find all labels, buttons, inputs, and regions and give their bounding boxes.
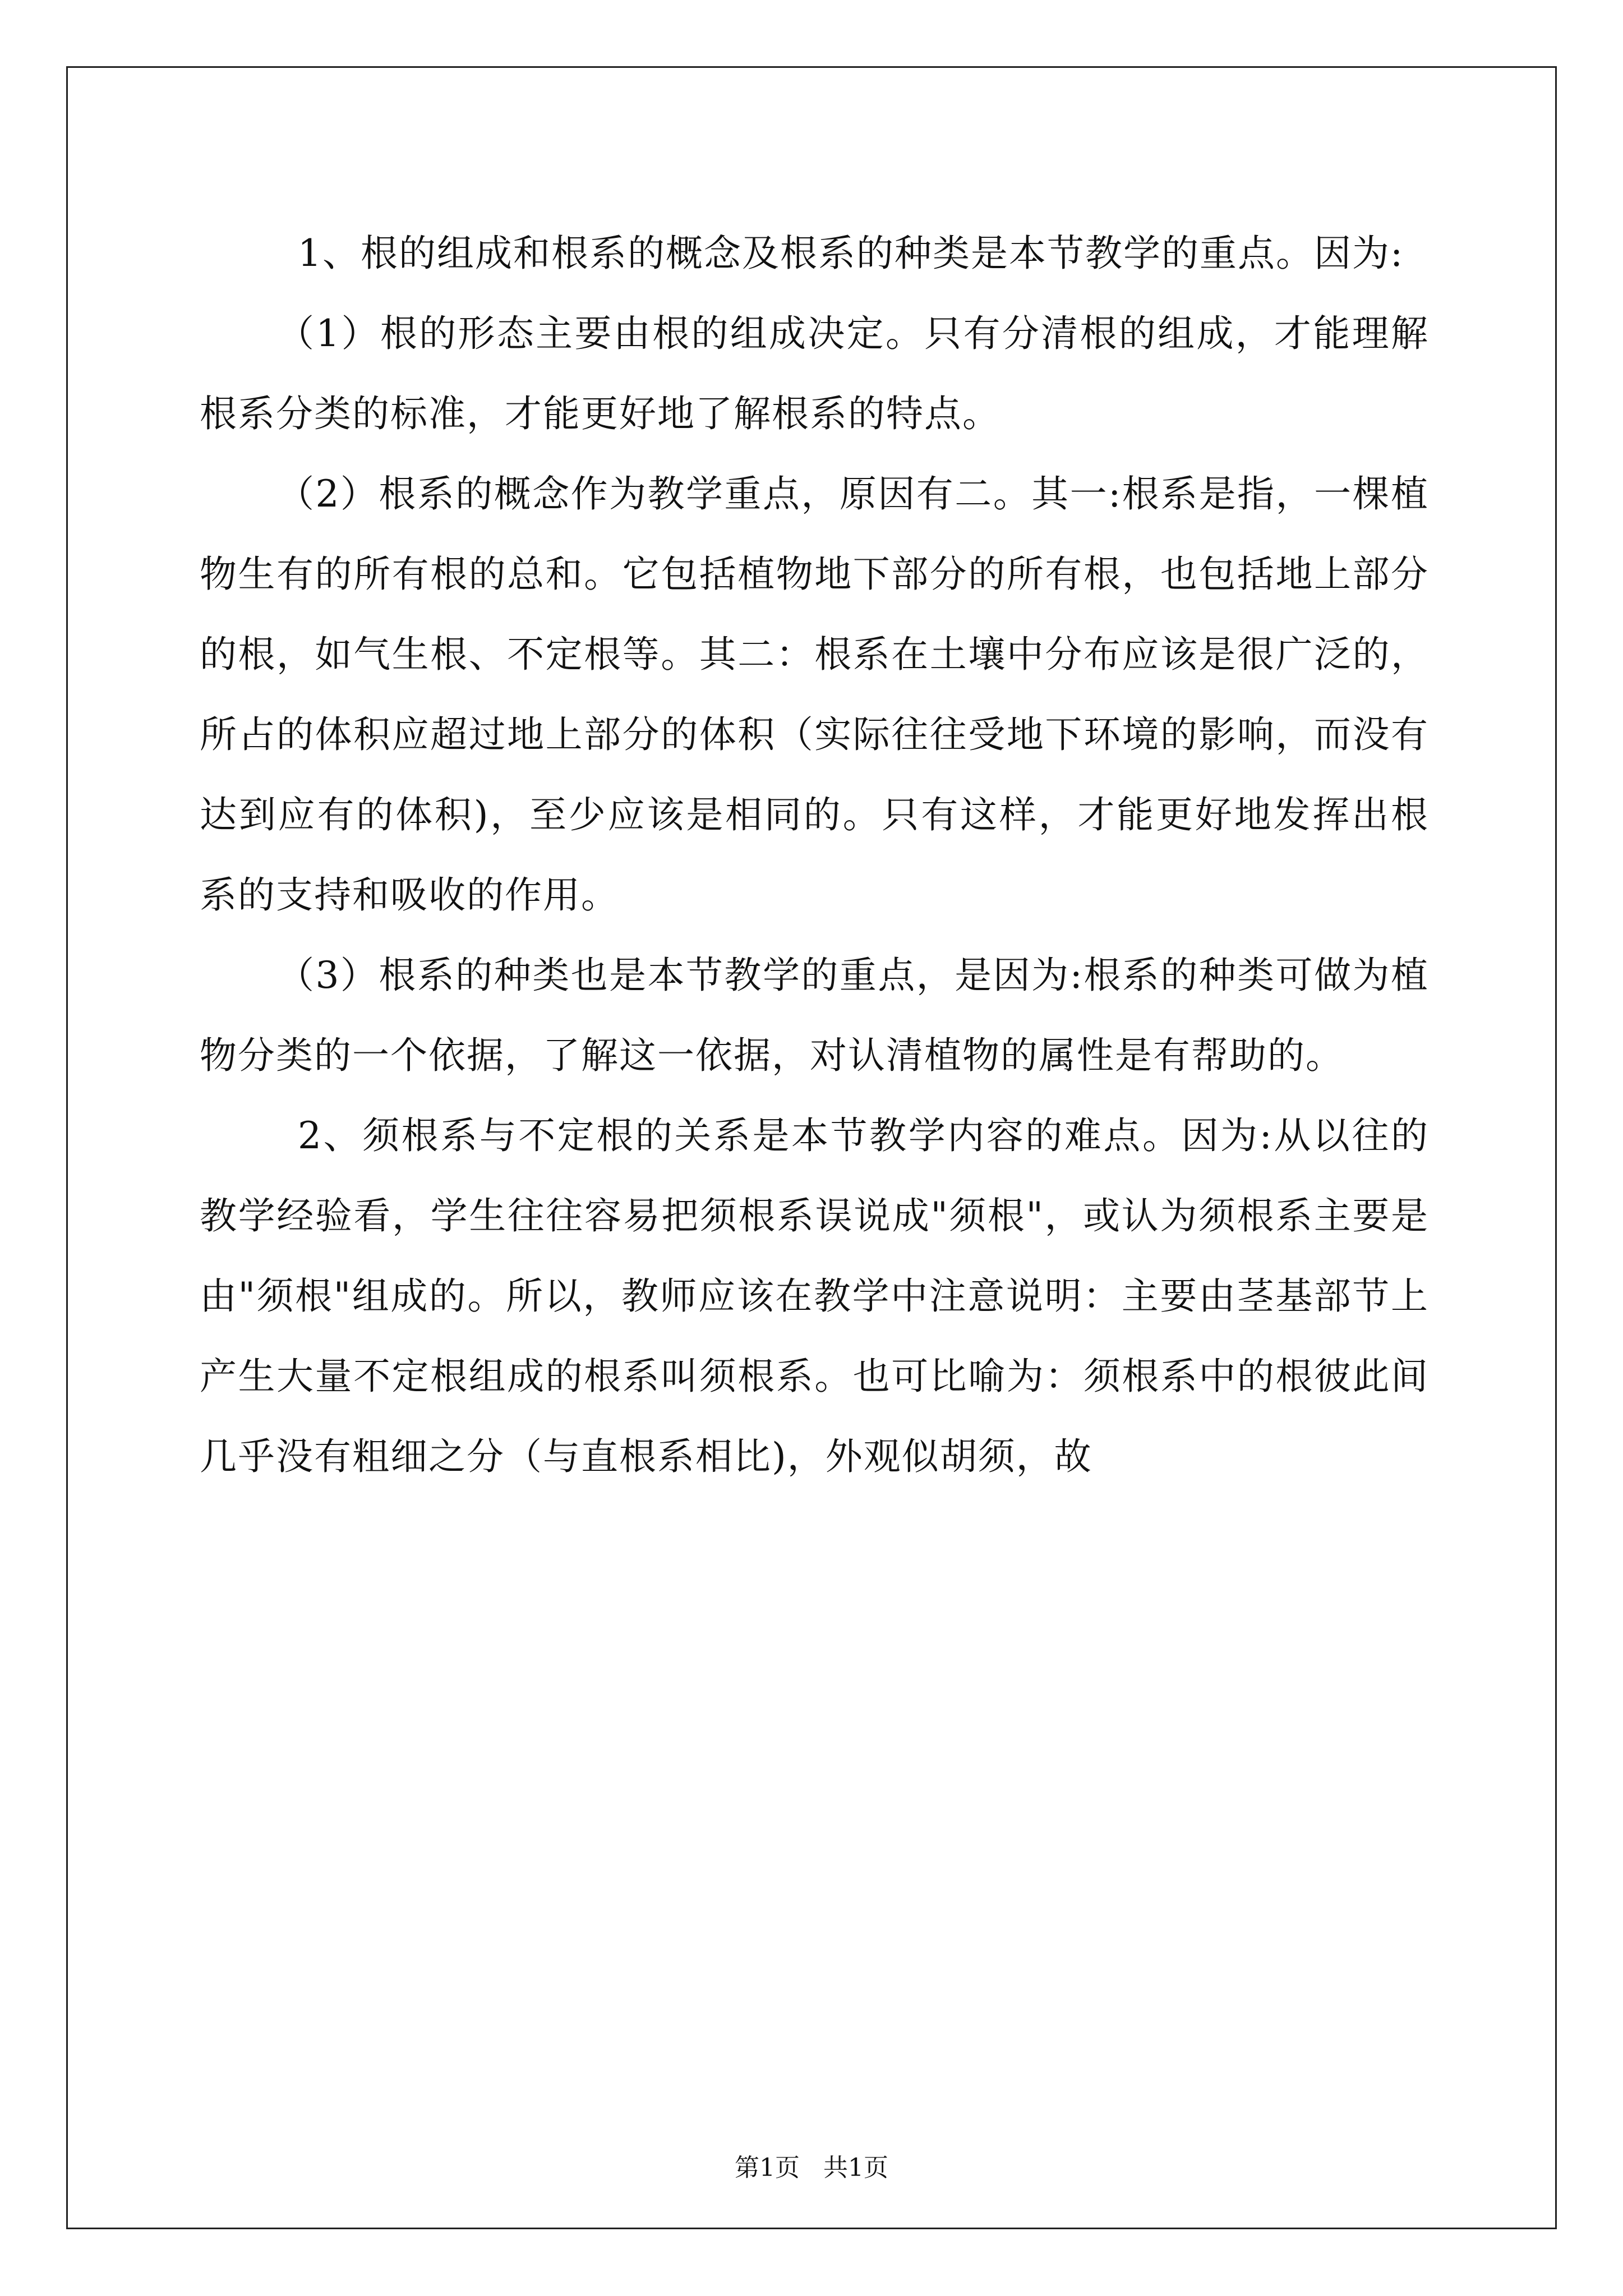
paragraph-2: （1）根的形态主要由根的组成决定。只有分清根的组成，才能理解根系分类的标准，才能更好地了解根系的特点。 xyxy=(200,312,1429,435)
document-body xyxy=(200,213,1429,1497)
paragraph-3: （2）根系的概念作为教学重点，原因有二。其一:根系是指，一棵植物生有的所有根的总和。它包括植物地下部分的所有根，也包括地上部分的根，如气生根、不定根等。其二：根系在土壤中分布应该是很广泛的，所占的体积应超过地上部分的体积（实际往往受地下环境的影响，而没有达到应有的体积)，至少应该是相同的。只有这样，才能更好地发挥出根系的支持和吸收的作用。 xyxy=(200,472,1429,917)
paragraph-4: （3）根系的种类也是本节教学的重点，是因为:根系的种类可做为植物分类的一个依据，了解这一依据，对认清植物的属性是有帮助的。 xyxy=(200,954,1429,1077)
paragraph-5: 2、须根系与不定根的关系是本节教学内容的难点。因为:从以往的教学经验看，学生往往容易把须根系误说成"须根"，或认为须根系主要是由"须根"组成的。所以，教师应该在教学中注意说明：主要由茎基部节上产生大量不定根组成的根系叫须根系。也可比喻为：须根系中的根彼此间几乎没有粗细之分（与直根系相比)，外观似胡须，故 xyxy=(200,1114,1429,1478)
page-footer: 第1页 共1页 xyxy=(735,2154,888,2182)
paragraph-1: 1、根的组成和根系的概念及根系的种类是本节教学的重点。因为: xyxy=(298,232,1404,275)
